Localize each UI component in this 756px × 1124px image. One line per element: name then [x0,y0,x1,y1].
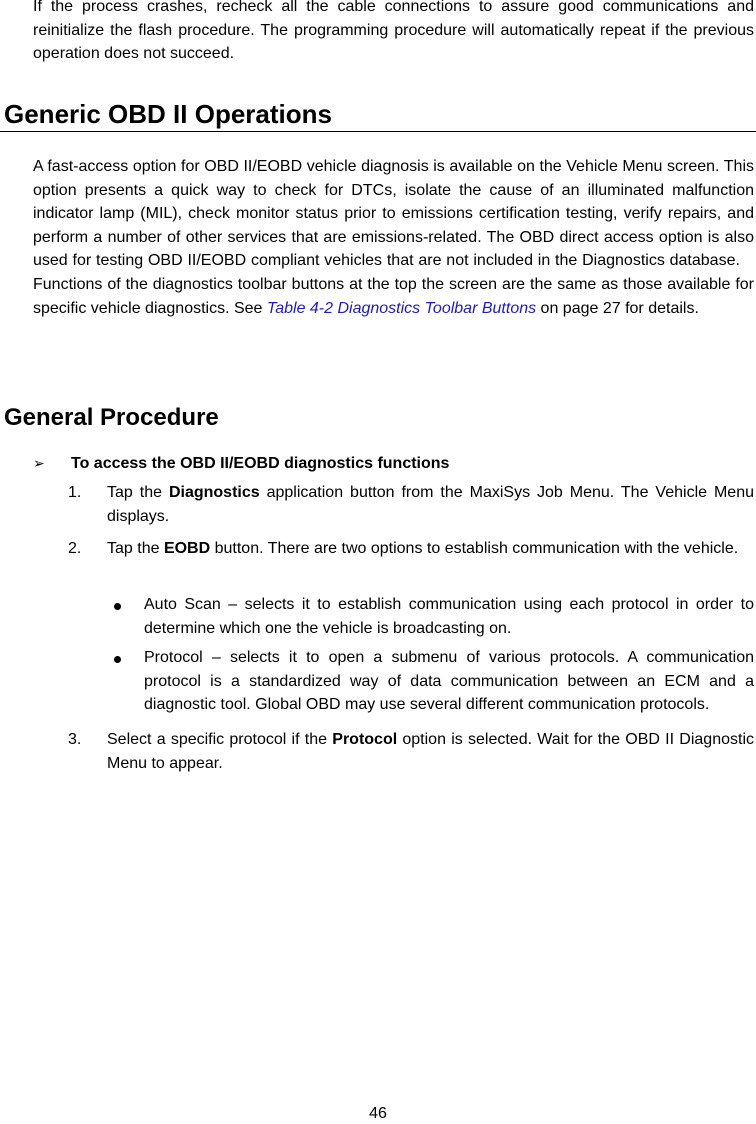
body-text-after-link: on page 27 for details. [536,299,699,317]
step-text-post: option is selected. Wait for the OBD II Diagnostic Menu to appear. [107,731,754,772]
procedure-title-text: To access the OBD II/EOBD diagnostics functions [71,455,450,472]
page-number: 46 [369,1105,387,1122]
procedure-title [33,452,754,476]
step-number: 1. [68,484,82,501]
step-text [107,481,754,528]
bullet-text: Auto Scan – selects it to establish communication using each protocol in order to determine which one the vehicle is broadcasting on. [144,596,754,637]
arrow-bullet-icon: ➢ [33,455,45,471]
procedure-step-3 [68,728,754,775]
section-heading: Generic OBD II Operations [4,99,332,129]
step-text [107,537,754,561]
step-text [107,728,754,775]
bullet-dot-icon [114,603,121,610]
step-text-post: application button from the MaxiSys Job Menu. The Vehicle Menu displays. [107,484,755,525]
table-reference-link[interactable]: Table 4-2 Diagnostics Toolbar Buttons [266,299,537,317]
subsection-heading: General Procedure [4,404,219,431]
bullet-item-protocol [107,646,754,717]
bullet-item-auto-scan [107,593,754,640]
step-text-bold: Diagnostics [168,484,260,501]
step-number: 3. [68,731,82,748]
step-text-bold: Protocol [332,731,398,748]
procedure-step-2 [68,537,754,561]
procedure-step-1 [68,481,754,528]
step-number: 2. [68,540,82,557]
section-body-paragraph [33,155,754,320]
step-text-pre: Tap the [107,484,169,501]
step-text-pre: Select a specific protocol if the [107,731,333,748]
step-text-bold: EOBD [163,540,211,557]
body-text-before-link: A fast-access option for OBD II/EOBD vehicle diagnosis is available on the Vehicle Menu screen. This option presents a quick way to check for DTCs, isolate the cause of an illuminated malfunction indicator lamp (MIL), check monitor status prior to emissions certification testing, verify repairs, and perform a number of other services that are emissions-related. The OBD direct access option is also used for testing OBD II/EOBD compliant vehicles that are not included in the Diagnostics database. Functions of the diagnostics toolbar buttons at the top the screen are the same as those available for specific vehicle diagnostics. See [33,158,754,317]
bullet-dot-icon [114,656,121,663]
intro-paragraph: If the process crashes, recheck all the cable connections to assure good communications and reinitialize the flash procedure. The programming procedure will automatically repeat if the previous operation does not succeed. [33,0,754,63]
bullet-text: Protocol – selects it to open a submenu of various protocols. A communication protocol is a standardized way of data communication between an ECM and a diagnostic tool. Global OBD may use several different communication protocols. [144,649,754,714]
heading-underline [0,131,756,132]
step-text-pre: Tap the [107,540,164,557]
step-text-post: button. There are two options to establish communication with the vehicle. [210,540,739,557]
